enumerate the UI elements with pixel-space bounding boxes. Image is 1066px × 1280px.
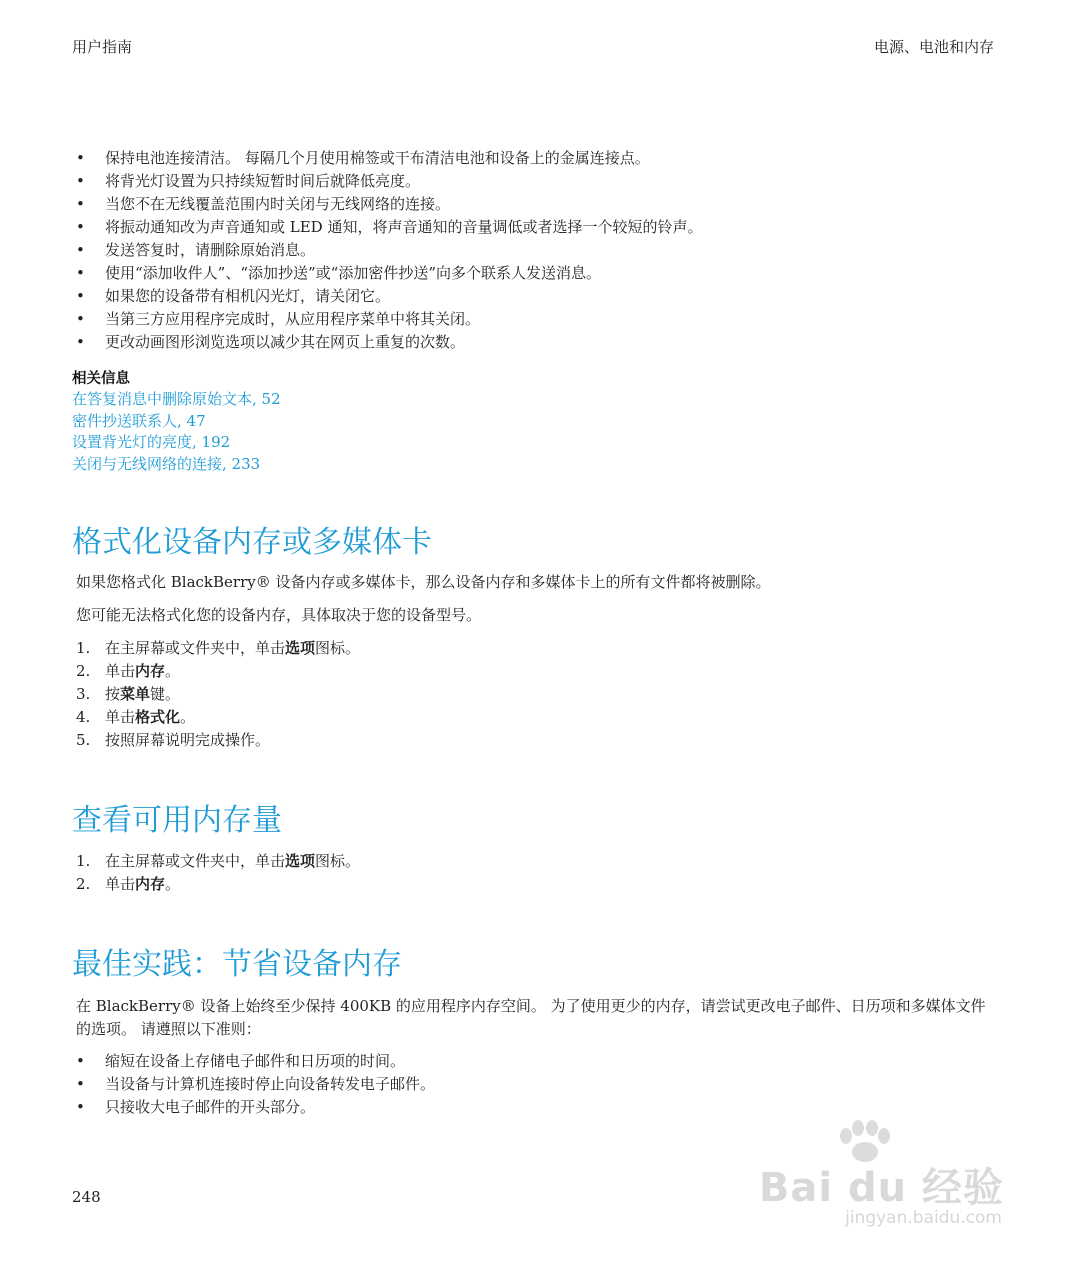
step-item: 2. 单击内存。 <box>76 662 181 680</box>
running-header-right: 电源、电池和内存 <box>873 38 994 56</box>
step-item: 1. 在主屏幕或文件夹中，单击选项图标。 <box>76 852 361 870</box>
related-info <box>72 369 281 475</box>
view-memory-steps <box>72 850 972 896</box>
related-link-backlight-brightness[interactable]: 设置背光灯的亮度, 192 <box>72 433 231 451</box>
ui-term-format: 格式化 <box>135 708 181 726</box>
list-item: • 当您不在无线覆盖范围内时关闭与无线网络的连接。 <box>72 193 1002 216</box>
list-item: • 保持电池连接清洁。 每隔几个月使用棉签或干布清洁电池和设备上的金属连接点。 <box>72 147 1002 170</box>
step-item: 3. 按菜单键。 <box>76 685 181 703</box>
step-item: 5. 按照屏幕说明完成操作。 <box>76 731 271 749</box>
section-title-best-practice: 最佳实践：节省设备内存 <box>72 947 402 982</box>
format-steps <box>72 637 972 752</box>
watermark-url: jingyan.baidu.com <box>845 1208 1002 1228</box>
related-link-bcc-contacts[interactable]: 密件抄送联系人, 47 <box>72 411 206 430</box>
list-item: • 如果您的设备带有相机闪光灯，请关闭它。 <box>72 285 1002 308</box>
format-note-paragraph: 您可能无法格式化您的设备内存，具体取决于您的设备型号。 <box>76 606 482 624</box>
ui-term-memory: 内存 <box>135 662 166 680</box>
list-item: • 当设备与计算机连接时停止向设备转发电子邮件。 <box>72 1073 1002 1096</box>
ui-term-memory: 内存 <box>135 875 166 893</box>
format-warning-paragraph: 如果您格式化 BlackBerry® 设备内存或多媒体卡，那么设备内存和多媒体卡上的所有文件都将被删除。 <box>76 573 771 591</box>
section-title-format: 格式化设备内存或多媒体卡 <box>72 525 432 560</box>
list-item: • 缩短在设备上存储电子邮件和日历项的时间。 <box>72 1050 1002 1073</box>
ui-term-options: 选项 <box>285 639 316 657</box>
related-link-wireless-off[interactable]: 关闭与无线网络的连接, 233 <box>72 454 261 473</box>
best-practice-list <box>72 1050 1002 1119</box>
step-item: 2. 单击内存。 <box>76 875 181 893</box>
list-item: • 当第三方应用程序完成时，从应用程序菜单中将其关闭。 <box>72 308 1002 331</box>
related-link-delete-original-text[interactable]: 在答复消息中删除原始文本, 52 <box>72 390 281 408</box>
baidu-watermark <box>754 1120 1004 1240</box>
best-practice-paragraph: 在 BlackBerry® 设备上始终至少保持 400KB 的应用程序内存空间。 为了使用更少的内存，请尝试更改电子邮件、日历项和多媒体文件的选项。 请遵照以下准则： <box>76 997 986 1038</box>
ui-term-menu: 菜单 <box>120 685 151 703</box>
list-item: • 将振动通知改为声音通知或 LED 通知，将声音通知的音量调低或者选择一个较短的铃声。 <box>72 216 1002 239</box>
watermark-logo: Bai du 经验 <box>758 1165 1004 1211</box>
power-tips-list <box>72 147 1002 354</box>
page-number: 248 <box>72 1188 101 1206</box>
list-item: • 将背光灯设置为只持续短暂时间后就降低亮度。 <box>72 170 1002 193</box>
step-item: 1. 在主屏幕或文件夹中，单击选项图标。 <box>76 639 361 657</box>
ui-term-options: 选项 <box>285 852 316 870</box>
list-item: • 更改动画图形浏览选项以减少其在网页上重复的次数。 <box>72 331 1002 354</box>
list-item: • 使用“添加收件人”、“添加抄送”或“添加密件抄送”向多个联系人发送消息。 <box>72 262 1002 285</box>
step-item: 4. 单击格式化。 <box>76 708 196 726</box>
section-title-view-memory: 查看可用内存量 <box>72 803 282 838</box>
list-item: • 只接收大电子邮件的开头部分。 <box>72 1096 1002 1119</box>
related-info-title: 相关信息 <box>72 371 130 387</box>
running-header-left: 用户指南 <box>72 38 133 56</box>
list-item: • 发送答复时，请删除原始消息。 <box>72 239 1002 262</box>
